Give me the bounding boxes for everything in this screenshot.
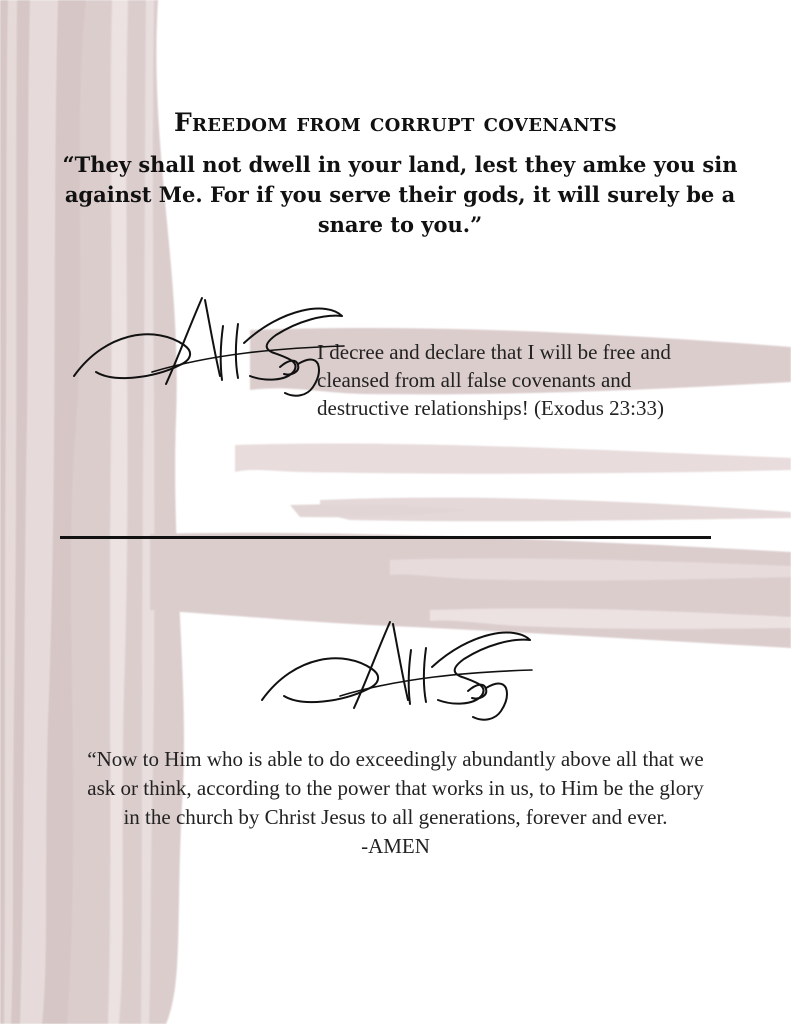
all-say-signature-art [62, 288, 352, 408]
all-say-signature-bottom [250, 612, 540, 732]
all-say-signature-top [62, 288, 352, 408]
page-title: Freedom from corrupt covenants [173, 108, 617, 137]
verse-quote: “They shall not dwell in your land, lest they amke you sin against Me. For if you serve their gods, it will surely be a snare to you.” [62, 152, 738, 237]
decree-text: I decree and declare that I will be free and cleansed from all false covenants and destructive relationships! (Exodus 23:33) [317, 340, 671, 420]
closing-prayer-text: “Now to Him who is able to do exceedingly abundantly above all that we ask or think, according to the power that works in us, to Him be the glory in the church by Christ Jesus to all generations, forever and ever. [87, 747, 704, 829]
closing-prayer [80, 745, 711, 861]
section-divider [60, 536, 711, 539]
amen-text: -AMEN [361, 834, 430, 858]
all-say-signature-art-bottom [250, 612, 540, 732]
